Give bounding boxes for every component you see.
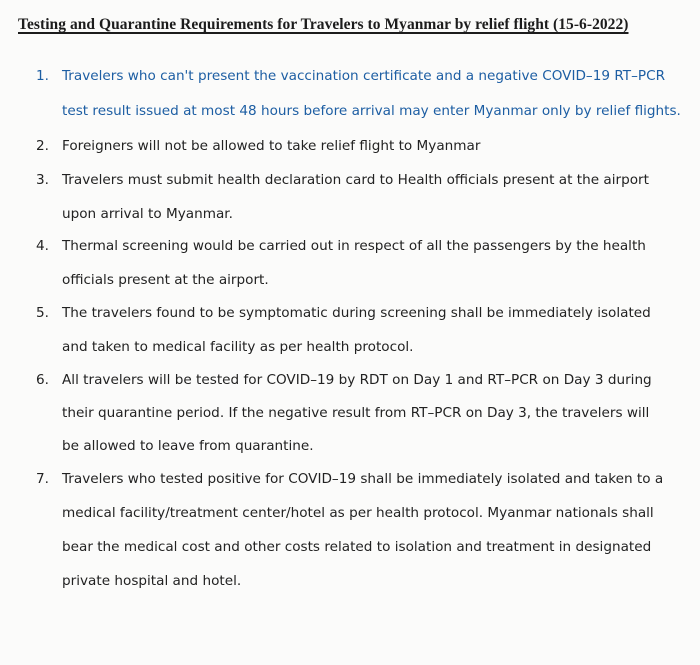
- item-text-line: their quarantine period. If the negative result from RT–PCR on Day 3, the travelers will: [62, 405, 650, 421]
- item-text-line: Foreigners will not be allowed to take relief flight to Myanmar: [62, 138, 481, 154]
- item-text-line: All travelers will be tested for COVID–19 by RDT on Day 1 and RT–PCR on Day 3 during: [62, 372, 652, 388]
- item-number: 5.: [36, 305, 49, 321]
- item-text-line: test result issued at most 48 hours before arrival may enter Myanmar only by relief flights.: [62, 103, 681, 119]
- item-text-line: be allowed to leave from quarantine.: [62, 438, 314, 454]
- item-text-line: Travelers who can't present the vaccination certificate and a negative COVID–19 RT–PCR: [62, 68, 666, 84]
- item-text-line: upon arrival to Myanmar.: [62, 206, 233, 222]
- item-text-line: The travelers found to be symptomatic during screening shall be immediately isolated: [62, 305, 651, 321]
- item-number: 3.: [36, 172, 49, 188]
- item-text-line: Travelers who tested positive for COVID–19 shall be immediately isolated and taken to a: [62, 471, 664, 487]
- item-text-line: Travelers must submit health declaration card to Health officials present at the airport: [62, 172, 649, 188]
- document-title: Testing and Quarantine Requirements for Travelers to Myanmar by relief flight (15-6-2022): [18, 16, 629, 33]
- item-number: 2.: [36, 138, 49, 154]
- item-number: 7.: [36, 471, 49, 487]
- item-number: 6.: [36, 372, 49, 388]
- item-text-line: Thermal screening would be carried out in respect of all the passengers by the health: [62, 238, 646, 254]
- item-text-line: officials present at the airport.: [62, 272, 269, 288]
- item-text-line: medical facility/treatment center/hotel as per health protocol. Myanmar nationals shall: [62, 505, 654, 521]
- item-text-line: private hospital and hotel.: [62, 573, 242, 589]
- item-text-line: bear the medical cost and other costs related to isolation and treatment in designated: [62, 539, 652, 555]
- item-number: 4.: [36, 238, 49, 254]
- item-number: 1.: [36, 68, 49, 84]
- item-text-line: and taken to medical facility as per health protocol.: [62, 339, 414, 355]
